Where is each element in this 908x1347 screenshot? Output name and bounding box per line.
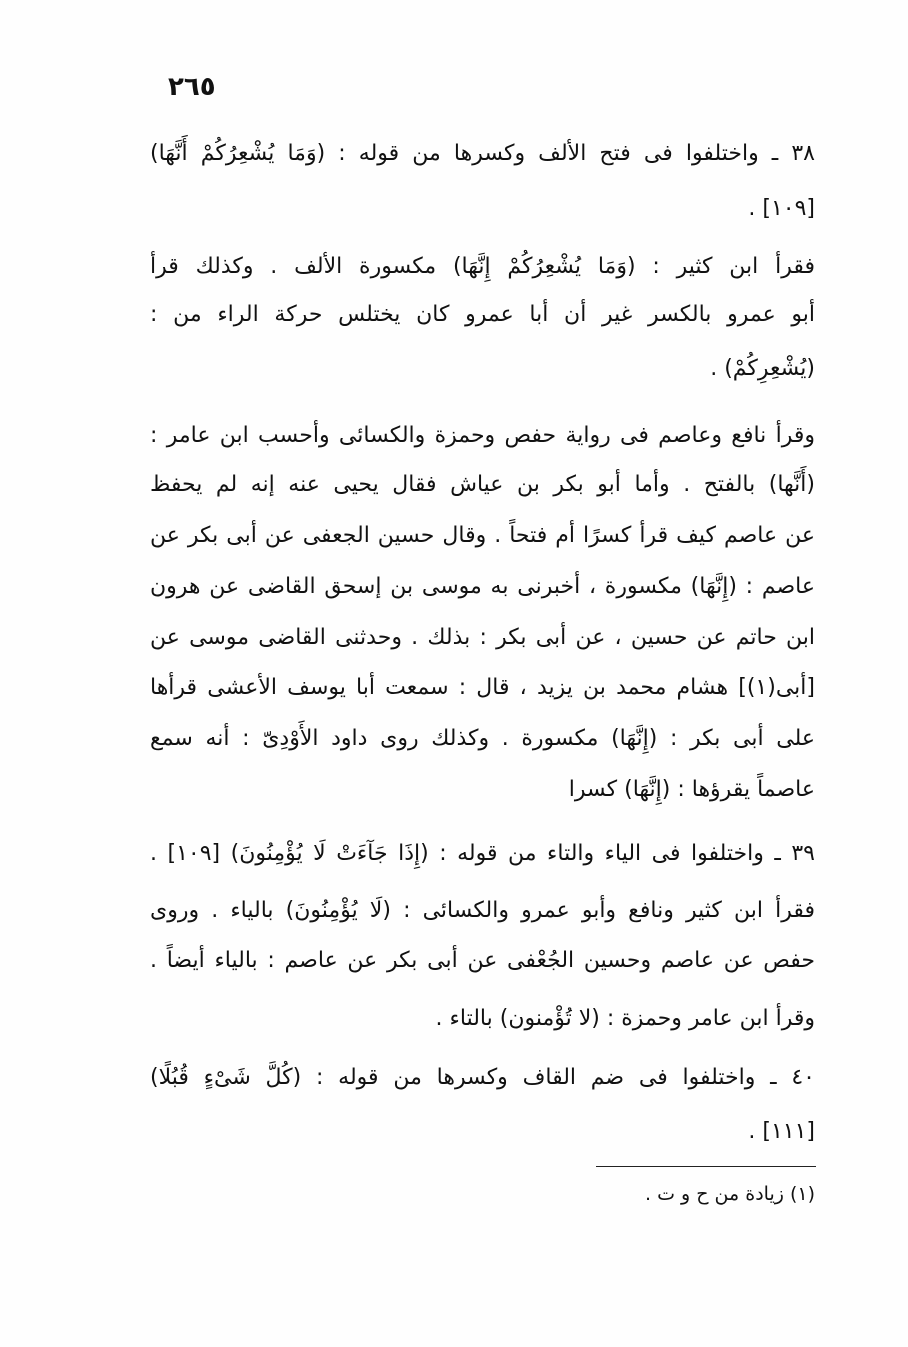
footnote: (١) زيادة من ح و ت . bbox=[645, 1183, 815, 1205]
page-number: ٢٦٥ bbox=[168, 72, 216, 102]
text-line-13: عاصماً يقرؤها : (إِنَّهَا) كسرا bbox=[568, 777, 815, 802]
footnote-divider bbox=[596, 1166, 816, 1167]
text-line-3: فقرأ ابن كثير : (وَمَا يُشْعِرُكُمْ إِنَّهَا) مكسورة الألف . وكذلك قرأ bbox=[150, 254, 815, 279]
text-line-4: أبو عمرو بالكسر غير أن أبا عمرو كان يختلس حركة الراء من : bbox=[150, 302, 815, 327]
text-line-16: حفص عن عاصم وحسين الجُعْفى عن أبى بكر عن عاصم : بالياء أيضاً . bbox=[150, 948, 815, 973]
text-line-2: [١٠٩] . bbox=[748, 196, 815, 221]
text-line-15: فقرأ ابن كثير ونافع وأبو عمرو والكسائى : (لَا يُؤْمِنُونَ) بالياء . وروى bbox=[150, 898, 815, 923]
text-line-17: وقرأ ابن عامر وحمزة : (لا تُؤْمنون) بالتاء . bbox=[435, 1006, 815, 1031]
text-line-8: عن عاصم كيف قرأ كسرًا أم فتحاً . وقال حسين الجعفى عن أبى بكر عن bbox=[150, 523, 815, 548]
text-line-6: وقرأ نافع وعاصم فى رواية حفص وحمزة والكسائى وأحسب ابن عامر : bbox=[150, 423, 815, 448]
text-line-5: (يُشْعِرِكُمْ) . bbox=[710, 356, 815, 381]
text-line-14: ٣٩ ـ واختلفوا فى الياء والتاء من قوله : (إِذَا جَآءَتْ لَا يُؤْمِنُونَ) [١٠٩] . bbox=[150, 841, 815, 866]
text-line-1: ٣٨ ـ واختلفوا فى فتح الألف وكسرها من قوله : (وَمَا يُشْعِرُكُمْ أَنَّهَا) bbox=[150, 141, 815, 166]
text-line-11: [أبى(١)] هشام محمد بن يزيد ، قال : سمعت أبا يوسف الأعشى قرأها bbox=[150, 675, 815, 700]
text-line-18: ٤٠ ـ واختلفوا فى ضم القاف وكسرها من قوله : (كُلَّ شَىْءٍ قُبُلًا) bbox=[150, 1065, 815, 1090]
text-line-9: عاصم : (إِنَّهَا) مكسورة ، أخبرنى به موسى بن إسحق القاضى عن هرون bbox=[150, 574, 815, 599]
text-line-10: ابن حاتم عن حسين ، عن أبى بكر : بذلك . وحدثنى القاضى موسى عن bbox=[150, 625, 815, 650]
text-line-19: [١١١] . bbox=[748, 1119, 815, 1144]
text-line-7: (أَنَّها) بالفتح . وأما أبو بكر بن عياش فقال يحيى عنه إنه لم يحفظ bbox=[150, 472, 815, 497]
text-line-12: على أبى بكر : (إِنَّهَا) مكسورة . وكذلك روى داود الأَوْدِىّ : أنه سمع bbox=[150, 726, 815, 751]
